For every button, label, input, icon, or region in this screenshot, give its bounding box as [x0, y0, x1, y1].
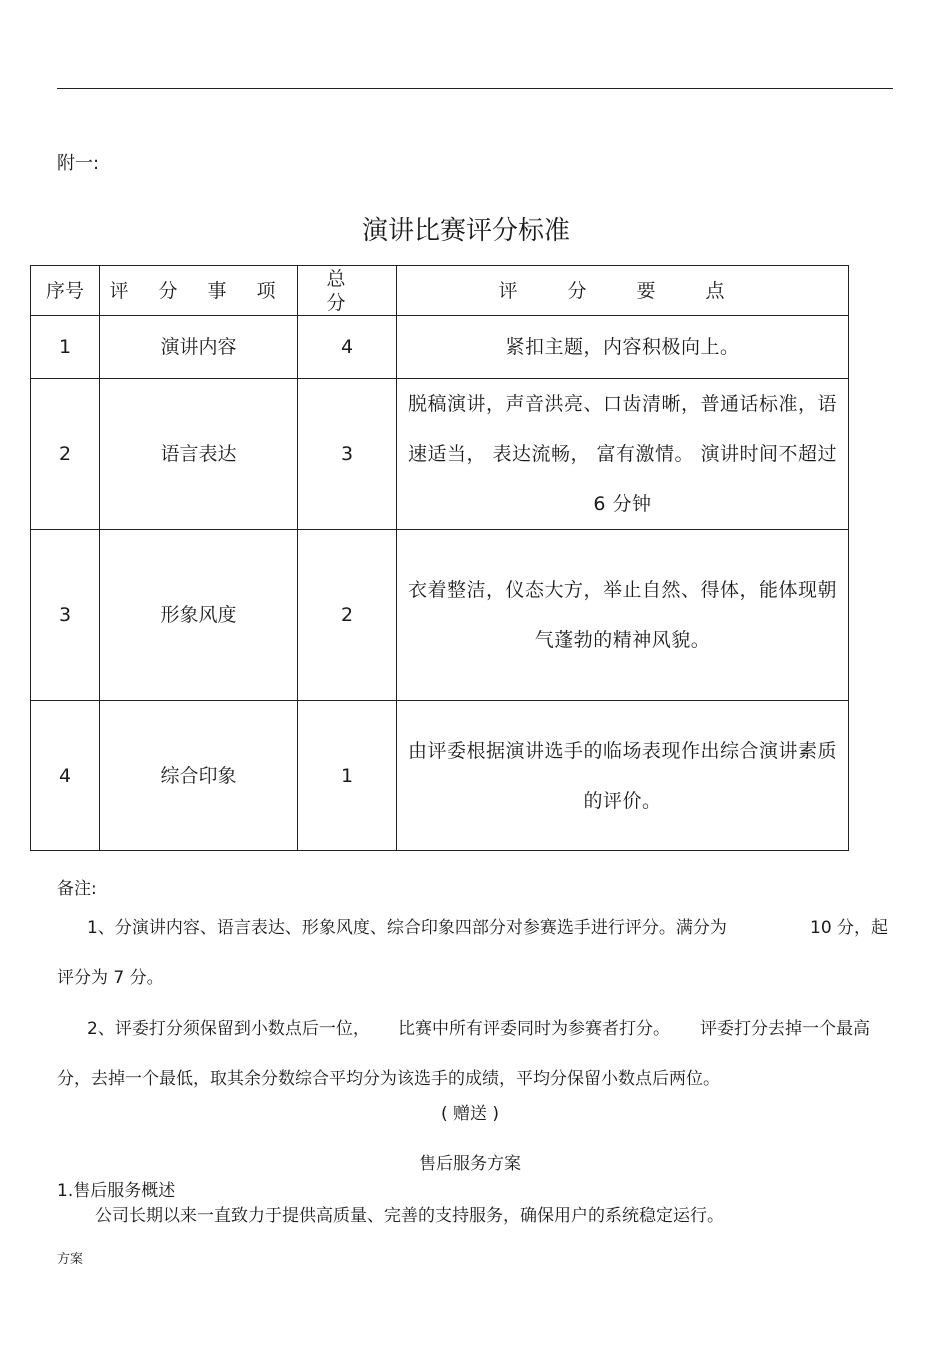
row-total: 4	[298, 316, 397, 379]
row-item: 演讲内容	[100, 316, 298, 379]
row-points: 由评委根据演讲选手的临场表现作出综合演讲素质的评价。	[397, 701, 849, 851]
row-total: 1	[298, 701, 397, 851]
header-total: 总 分	[298, 266, 397, 316]
remarks-label: 备注:	[57, 879, 97, 899]
remark-note-1-score: 10 分，起	[810, 918, 889, 938]
row-total: 3	[298, 379, 397, 530]
service-title: 售后服务方案	[419, 1154, 521, 1174]
row-total: 2	[298, 530, 397, 701]
row-item: 形象风度	[100, 530, 298, 701]
row-item: 综合印象	[100, 701, 298, 851]
scoring-table	[30, 265, 849, 851]
service-paragraph: 公司长期以来一直致力于提供高质量、完善的支持服务，确保用户的系统稳定运行。	[95, 1206, 724, 1226]
remark-note-1-continued: 评分为 7 分。	[57, 968, 164, 988]
row-no: 4	[31, 701, 100, 851]
row-item: 语言表达	[100, 379, 298, 530]
table-row	[31, 379, 849, 530]
remark-note-2-end: 评委打分去掉一个最高	[700, 1019, 870, 1039]
service-heading: 1.售后服务概述	[57, 1181, 176, 1201]
table-row	[31, 316, 849, 379]
remark-note-1: 1、分演讲内容、语言表达、形象风度、综合印象四部分对参赛选手进行评分。满分为	[87, 918, 727, 938]
row-points: 脱稿演讲，声音洪亮、口齿清晰，普通话标准，语速适当， 表达流畅， 富有激情。 演讲时间不超过 6 分钟	[397, 379, 849, 530]
table-row	[31, 701, 849, 851]
remark-note-2: 2、评委打分须保留到小数点后一位，	[87, 1019, 370, 1039]
annex-label: 附一:	[57, 153, 100, 174]
document-title: 演讲比赛评分标准	[361, 216, 570, 246]
remark-note-2-continued: 分，去掉一个最低，取其余分数综合平均分为该选手的成绩，平均分保留小数点后两位。	[57, 1069, 720, 1089]
gift-label: ( 赠送 )	[440, 1104, 500, 1124]
table-header-row	[31, 266, 849, 316]
row-points: 紧扣主题，内容积极向上。	[397, 316, 849, 379]
row-no: 2	[31, 379, 100, 530]
page-footer: 方案	[57, 1252, 84, 1267]
row-no: 3	[31, 530, 100, 701]
header-item: 评 分 事 项	[100, 266, 298, 316]
table-row	[31, 530, 849, 701]
header-rule	[57, 88, 893, 89]
row-points: 衣着整洁，仪态大方，举止自然、得体，能体现朝气蓬勃的精神风貌。	[397, 530, 849, 701]
header-points: 评 分 要 点	[397, 266, 849, 316]
remark-note-2-middle: 比赛中所有评委同时为参赛者打分。	[398, 1019, 670, 1039]
header-no: 序号	[31, 266, 100, 316]
row-no: 1	[31, 316, 100, 379]
